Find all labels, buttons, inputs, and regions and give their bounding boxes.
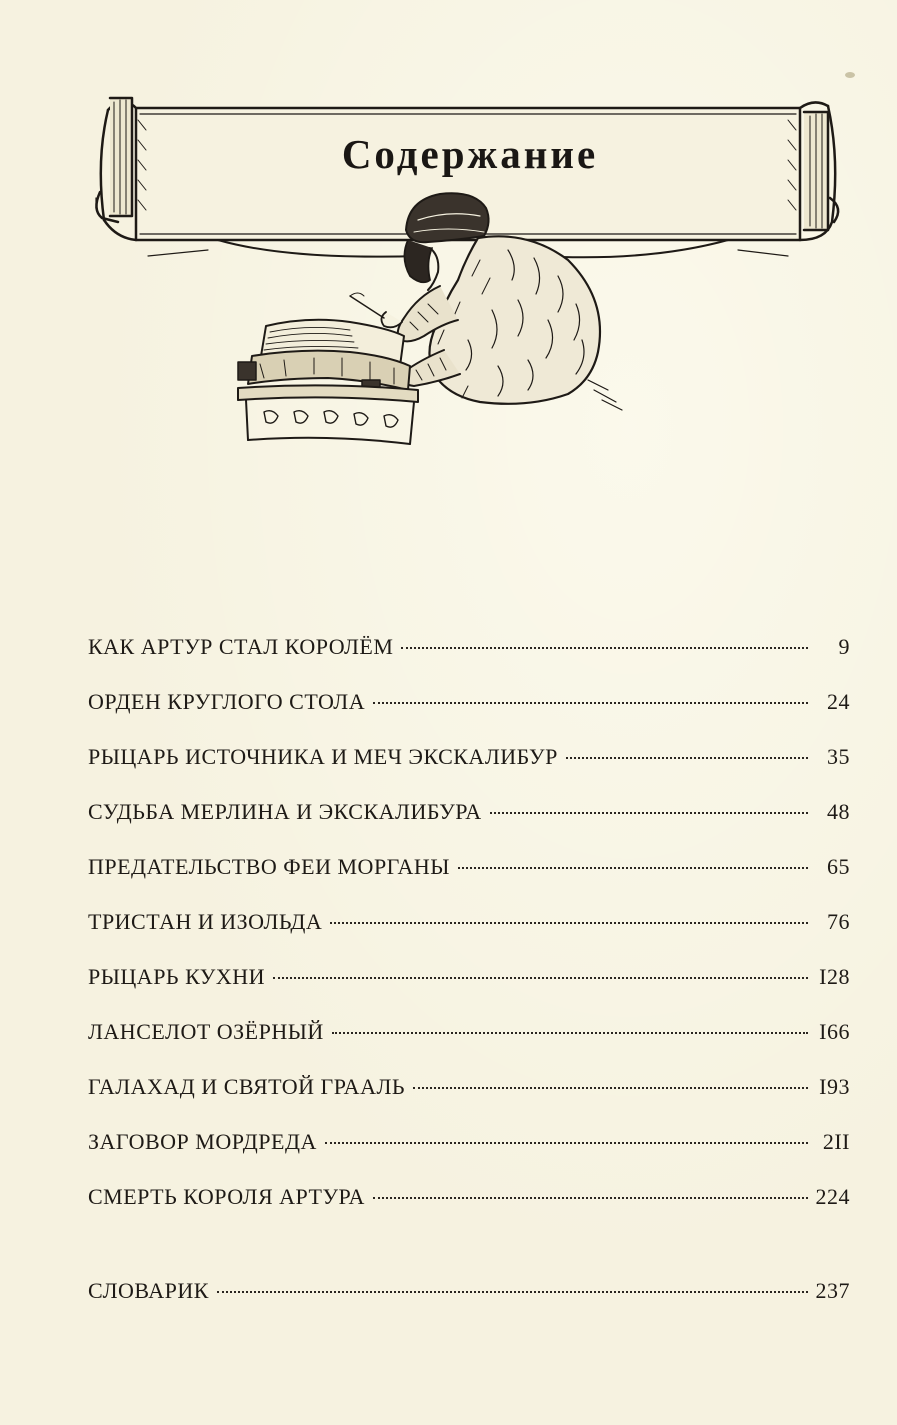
dot-leader	[566, 757, 808, 759]
toc-entry[interactable]	[88, 909, 850, 964]
toc-entry-page: 24	[827, 689, 850, 714]
dot-leader	[458, 867, 808, 869]
toc-entry-title: РЫЦАРЬ ИСТОЧНИКА И МЕЧ ЭКСКАЛИБУР	[88, 744, 558, 769]
toc-entry-page: 65	[827, 854, 850, 879]
toc-entry[interactable]	[88, 799, 850, 854]
dot-leader	[373, 702, 808, 704]
table-of-contents	[88, 634, 850, 1239]
toc-entry-title: ЗАГОВОР МОРДРЕДА	[88, 1129, 317, 1154]
dot-leader	[332, 1032, 808, 1034]
dot-leader	[413, 1087, 808, 1089]
toc-entry-title: СУДЬБА МЕРЛИНА И ЭКСКАЛИБУРА	[88, 799, 482, 824]
toc-entry-title: ТРИСТАН И ИЗОЛЬДА	[88, 909, 323, 934]
toc-entry-title: ГАЛАХАД И СВЯТОЙ ГРААЛЬ	[88, 1074, 406, 1099]
dot-leader	[217, 1291, 808, 1293]
toc-entry-page: 48	[827, 799, 850, 824]
paper-speck	[845, 72, 855, 78]
toc-entry-title: РЫЦАРЬ КУХНИ	[88, 964, 266, 989]
toc-entry-page: 224	[815, 1184, 850, 1209]
toc-entry-page: 237	[815, 1278, 850, 1303]
dot-leader	[373, 1197, 808, 1199]
toc-appendix	[88, 1278, 850, 1333]
toc-entry-page: I66	[819, 1019, 850, 1044]
toc-entry-page: I93	[819, 1074, 850, 1099]
toc-entry[interactable]	[88, 634, 850, 689]
toc-entry-page: I28	[819, 964, 850, 989]
toc-entry[interactable]	[88, 1184, 850, 1239]
toc-entry[interactable]	[88, 1019, 850, 1074]
toc-entry-title: ЛАНСЕЛОТ ОЗЁРНЫЙ	[88, 1019, 324, 1044]
toc-entry[interactable]	[88, 689, 850, 744]
toc-entry[interactable]	[88, 744, 850, 799]
dot-leader	[490, 812, 808, 814]
toc-entry[interactable]	[88, 1074, 850, 1129]
toc-entry[interactable]	[88, 964, 850, 1019]
dot-leader	[330, 922, 808, 924]
toc-entry[interactable]	[88, 854, 850, 909]
toc-entry-title: ПРЕДАТЕЛЬСТВО ФЕИ МОРГАНЫ	[88, 854, 450, 879]
toc-entry-glossary[interactable]	[88, 1278, 850, 1333]
toc-entry-page: 2II	[822, 1129, 850, 1154]
toc-entry-page: 35	[827, 744, 850, 769]
toc-entry-page: 9	[838, 634, 850, 659]
toc-entry-title: КАК АРТУР СТАЛ КОРОЛЁМ	[88, 634, 394, 659]
toc-entry-title: ОРДЕН КРУГЛОГО СТОЛА	[88, 689, 366, 714]
toc-entry-page: 76	[827, 909, 850, 934]
toc-entry-title: СЛОВАРИК	[88, 1278, 209, 1303]
toc-entry-title: СМЕРТЬ КОРОЛЯ АРТУРА	[88, 1184, 365, 1209]
dot-leader	[273, 977, 808, 979]
dot-leader	[401, 647, 808, 649]
dot-leader	[325, 1142, 808, 1144]
toc-entry[interactable]	[88, 1129, 850, 1184]
page-title: Содержание	[341, 131, 599, 177]
